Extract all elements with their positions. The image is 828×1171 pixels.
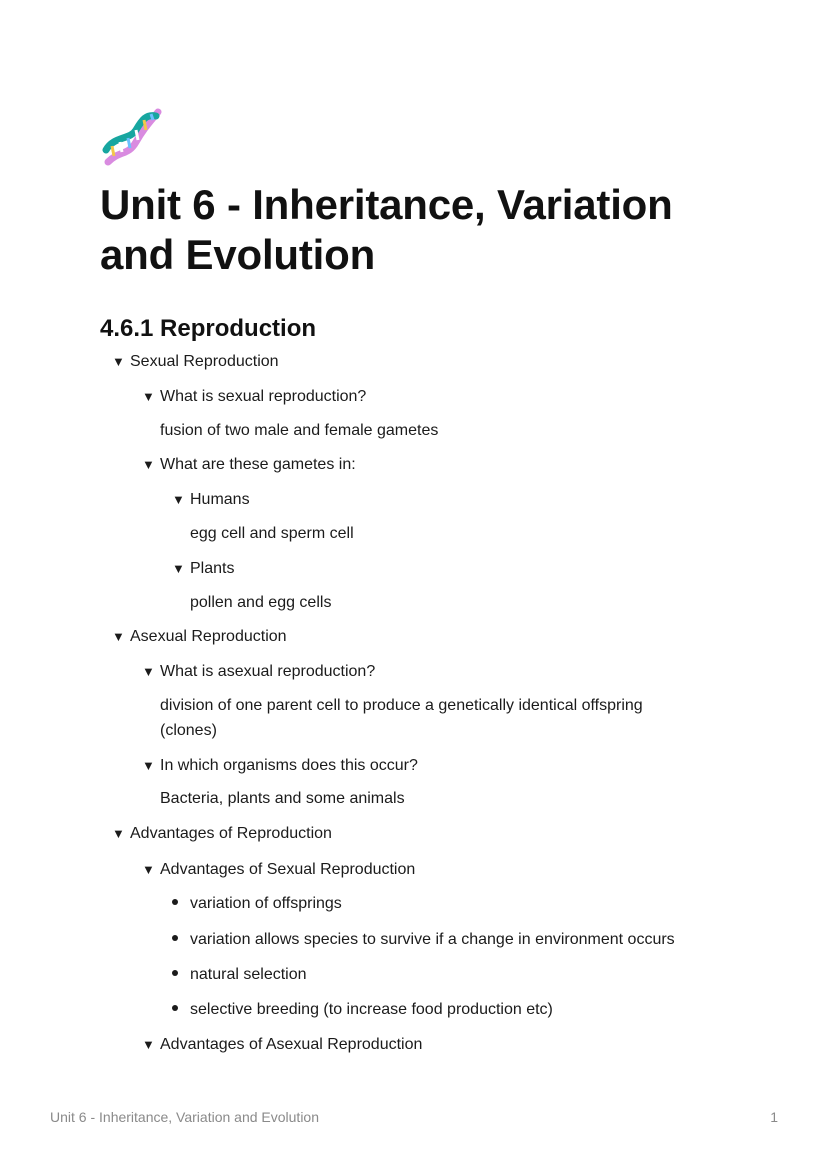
page-title: Unit 6 - Inheritance, Variation and Evolution: [100, 181, 673, 278]
section-heading: 4.6.1 Reproduction: [100, 315, 317, 342]
answer-text: fusion of two male and female gametes: [160, 422, 439, 439]
toggle-triangle-icon: ▼: [112, 826, 125, 841]
list-item: natural selection: [172, 962, 307, 987]
toggle-triangle-icon: ▼: [112, 354, 125, 369]
toggle-triangle-icon: ▼: [142, 758, 155, 773]
answer-text: division of one parent cell to produce a genetically identical offspring (clones): [160, 697, 643, 739]
bullet-icon: [172, 970, 178, 976]
bullet-icon: [172, 935, 178, 941]
answer-text: pollen and egg cells: [190, 594, 332, 611]
toggle-adv-asexual[interactable]: ▼ Advantages of Asexual Reproduction: [142, 1032, 422, 1057]
list-item: variation of offsprings: [172, 891, 342, 916]
toggle-triangle-icon: ▼: [172, 561, 185, 576]
toggle-asexual-reproduction[interactable]: ▼ Asexual Reproduction: [112, 624, 287, 649]
list-item: selective breeding (to increase food production etc): [172, 997, 553, 1022]
toggle-gametes-in[interactable]: ▼ What are these gametes in:: [142, 452, 356, 477]
list-item: variation allows species to survive if a change in environment occurs: [172, 927, 675, 952]
toggle-triangle-icon: ▼: [142, 862, 155, 877]
toggle-sexual-reproduction[interactable]: ▼ Sexual Reproduction: [112, 349, 279, 374]
answer-text: Bacteria, plants and some animals: [160, 790, 405, 807]
toggle-plants[interactable]: ▼ Plants: [172, 556, 234, 581]
toggle-triangle-icon: ▼: [142, 1037, 155, 1052]
toggle-humans[interactable]: ▼ Humans: [172, 487, 250, 512]
toggle-adv-sexual[interactable]: ▼ Advantages of Sexual Reproduction: [142, 857, 415, 882]
toggle-triangle-icon: ▼: [112, 629, 125, 644]
toggle-advantages[interactable]: ▼ Advantages of Reproduction: [112, 821, 332, 846]
answer-text: egg cell and sperm cell: [190, 525, 354, 542]
dna-icon: [100, 106, 164, 170]
toggle-which-organisms[interactable]: ▼ In which organisms does this occur?: [142, 753, 418, 778]
toggle-what-asexual[interactable]: ▼ What is asexual reproduction?: [142, 659, 375, 684]
toggle-triangle-icon: ▼: [172, 492, 185, 507]
footer-title: Unit 6 - Inheritance, Variation and Evolution: [50, 1109, 320, 1125]
toggle-triangle-icon: ▼: [142, 457, 155, 472]
toggle-triangle-icon: ▼: [142, 664, 155, 679]
toggle-triangle-icon: ▼: [142, 389, 155, 404]
toggle-what-sexual[interactable]: ▼ What is sexual reproduction?: [142, 384, 366, 409]
page-content: [100, 106, 740, 344]
bullet-icon: [172, 899, 178, 905]
page-number: 1: [770, 1109, 778, 1125]
bullet-icon: [172, 1005, 178, 1011]
